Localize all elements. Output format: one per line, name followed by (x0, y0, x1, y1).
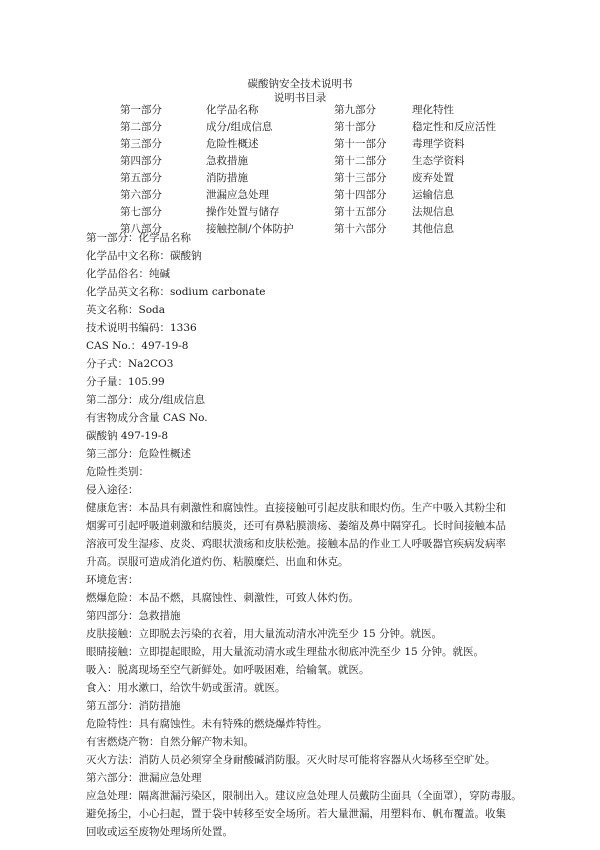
toc-name: 急救措施 (206, 155, 248, 167)
paragraph-line: 避免扬尘，小心扫起，置于袋中转移至安全场所。若大量泄漏，用塑料布、帆布覆盖。收集 (86, 808, 506, 820)
toc-name: 消防措施 (206, 172, 248, 184)
health-hazard-paragraph (86, 499, 516, 571)
table-of-contents (120, 102, 520, 238)
toc-name: 危险性概述 (206, 138, 259, 150)
toc-part: 第四部分 (120, 155, 162, 167)
toc-row (120, 119, 520, 136)
toc-part: 第六部分 (120, 189, 162, 201)
toc-part: 第十部分 (334, 121, 376, 133)
body-line: 食入：用水漱口，给饮牛奶或蛋清。就医。 (86, 682, 286, 694)
toc-name: 生态学资料 (412, 155, 465, 167)
section-heading: 第二部分：成分/组成信息 (86, 394, 206, 406)
toc-name: 毒理学资料 (412, 138, 465, 150)
body-line: 分子量：105.99 (86, 376, 165, 388)
document-subtitle: 说明书目录 (273, 92, 327, 104)
toc-row (120, 170, 520, 187)
body-line: 吸入：脱离现场至空气新鲜处。如呼吸困难，给输氧。就医。 (86, 664, 370, 676)
body-line: 英文名称：Soda (86, 304, 165, 316)
paragraph-line: 健康危害：本品具有刺激性和腐蚀性。直接接触可引起皮肤和眼灼伤。生产中吸入其粉尘和 (86, 502, 506, 514)
toc-part: 第十二部分 (334, 155, 387, 167)
spill-response-paragraph (86, 787, 522, 841)
body-line: 环境危害： (86, 574, 139, 586)
document-body (86, 229, 522, 841)
toc-name: 法规信息 (412, 206, 454, 218)
toc-name: 运输信息 (412, 189, 454, 201)
toc-part: 第一部分 (120, 104, 162, 116)
toc-part: 第十六部分 (334, 223, 387, 235)
toc-name: 接触控制/个体防护 (206, 223, 294, 235)
body-line: 灭火方法：消防人员必须穿全身耐酸碱消防服。灭火时尽可能将容器从火场移至空旷处。 (86, 754, 496, 766)
body-line: 有害燃烧产物：自然分解产物未知。 (86, 736, 254, 748)
body-line: 技术说明书编码：1336 (86, 322, 197, 334)
toc-row (120, 187, 520, 204)
body-line: 碳酸钠 497-19-8 (86, 430, 169, 442)
toc-name: 其他信息 (412, 223, 454, 235)
document-title: 碳酸钠安全技术说明书 (247, 78, 353, 90)
body-line: CAS No.：497-19-8 (86, 340, 189, 352)
toc-row (120, 204, 520, 221)
paragraph-line: 升高。误服可造成消化道灼伤、粘膜糜烂、出血和休克。 (86, 556, 349, 568)
toc-row (120, 153, 520, 170)
section-heading: 第四部分：急救措施 (86, 610, 181, 622)
body-line: 有害物成分含量 CAS No. (86, 412, 208, 424)
body-line: 眼睛接触：立即提起眼睑，用大量流动清水或生理盐水彻底冲洗至少 15 分钟。就医。 (86, 646, 485, 658)
body-line: 危险性类别： (86, 466, 149, 478)
toc-name: 化学品名称 (206, 104, 259, 116)
paragraph-line: 烟雾可引起呼吸道刺激和结膜炎，还可有鼻粘膜溃疡、萎缩及鼻中隔穿孔。长时间接触本品 (86, 520, 506, 532)
toc-name: 操作处置与储存 (206, 206, 280, 218)
body-line: 化学品中文名称：碳酸钠 (86, 250, 202, 262)
toc-name: 成分/组成信息 (206, 121, 273, 133)
toc-row (120, 102, 520, 119)
toc-part: 第五部分 (120, 172, 162, 184)
body-line: 化学品英文名称：sodium carbonate (86, 286, 266, 298)
section-heading: 第五部分：消防措施 (86, 700, 181, 712)
toc-row (120, 136, 520, 153)
toc-name: 理化特性 (412, 104, 454, 116)
paragraph-line: 溶液可发生湿疹、皮炎、鸡眼状溃疡和皮肤松弛。接触本品的作业工人呼吸器官疾病发病率 (86, 538, 506, 550)
toc-part: 第二部分 (120, 121, 162, 133)
toc-part: 第十五部分 (334, 206, 387, 218)
section-heading: 第一部分：化学品名称 (86, 232, 191, 244)
toc-part: 第九部分 (334, 104, 376, 116)
body-line: 危险特性：具有腐蚀性。未有特殊的燃烧爆炸特性。 (86, 718, 328, 730)
body-line: 分子式：Na2CO3 (86, 358, 174, 370)
paragraph-line: 应急处理：隔离泄漏污染区，限制出入。建议应急处理人员戴防尘面具（全面罩），穿防毒服。 (86, 790, 522, 802)
toc-name: 废弃处置 (412, 172, 454, 184)
toc-part: 第八部分 (120, 223, 162, 235)
toc-name: 稳定性和反应活性 (412, 121, 496, 133)
paragraph-line: 回收或运至废物处理场所处置。 (86, 826, 233, 838)
section-heading: 第六部分：泄漏应急处理 (86, 772, 202, 784)
toc-part: 第三部分 (120, 138, 162, 150)
body-line: 化学品俗名：纯碱 (86, 268, 170, 280)
body-line: 侵入途径： (86, 484, 139, 496)
section-heading: 第三部分：危险性概述 (86, 448, 191, 460)
body-line: 燃爆危险：本品不燃，具腐蚀性、刺激性，可致人体灼伤。 (86, 592, 359, 604)
toc-name: 泄漏应急处理 (206, 189, 269, 201)
body-line: 皮肤接触：立即脱去污染的衣着，用大量流动清水冲洗至少 15 分钟。就医。 (86, 628, 443, 640)
toc-part: 第十一部分 (334, 138, 387, 150)
toc-part: 第十三部分 (334, 172, 387, 184)
toc-part: 第十四部分 (334, 189, 387, 201)
toc-part: 第七部分 (120, 206, 162, 218)
